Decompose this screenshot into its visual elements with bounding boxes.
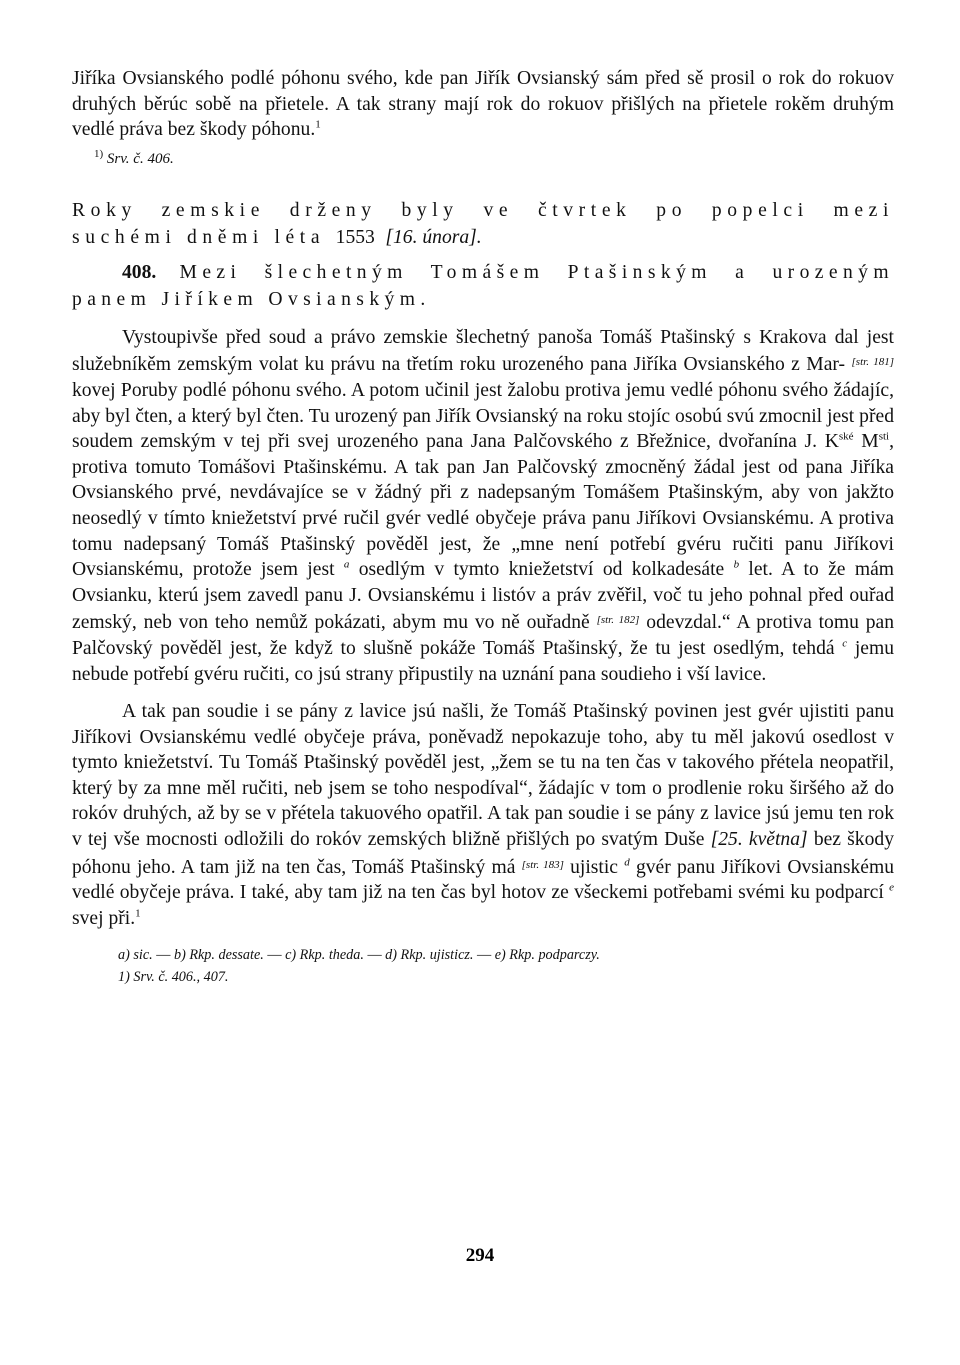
session-year: 1553 — [335, 226, 375, 248]
paragraph-1 — [72, 325, 894, 687]
paragraph-1-part6: odevzdal.“ A protiva tomu pan Palčovský pověděl jest, že když to slušně pokáže Tomáš Ptašinský, že tu jest osedlým, tehdá — [72, 612, 894, 659]
top-footnote — [94, 149, 894, 169]
session-date-note: [16. února]. — [385, 226, 482, 248]
paragraph-1-part2: kovej Poruby podlé póhonu svého. A potom učinil jest žalobu protiva jemu vedlé póhonu svého žádajíc, aby byl čten, a který byl čten. Tu urozený pan Jiřík Ovsianský na roku stojíc osobú svú zmocnil jest před soudem zemským v tej při svej urozeného pana Jana Palčovského z Břežnice, dvořanína J. K — [72, 379, 894, 453]
paragraph-2-part3: ujistic — [563, 856, 619, 878]
note-marker-c: c — [842, 637, 848, 650]
note-marker-a: a — [343, 558, 350, 571]
paragraph-1-part1: Vystoupivše před soud a právo zemskie šlechetný panoša Tomáš Ptašinský s Krakova dal jest služebníkěm zemským volat ku právu na třetím roku urozeného pana Jiříka Ovsianského z Mar- — [72, 326, 894, 376]
top-paragraph-text: Jiříka Ovsianského podlé póhonu svého, kde pan Jiřík Ovsianský sám před sě prosil o rok do rokuov druhých běrúc sobě na přietele. A tak strany mají rok do rokuov přišlých na přietele rokěm druhým vedlé práva bez škody póhonu. — [72, 68, 894, 141]
entry-number: 408. — [122, 261, 157, 283]
abbrev-superscript: ské — [838, 430, 854, 443]
footnote-c: c) Rkp. theda. — [285, 947, 364, 964]
footnote-1: 1) Srv. č. 406., 407. — [118, 969, 229, 986]
paragraph-2 — [72, 699, 894, 931]
paragraph-1-part5: let. A to že mám Ovsianku, kterú jsem zavedl panu J. Ovsianskému i listóv a práv zvěřil, voč tu jeho pohnal před ouřad zemský, neb von teho nemůž pokázati, abym mu vo ně ouřadně — [72, 559, 895, 634]
entry-title-text: Mezi šlechetným Tomášem Ptašinským a urozeným panem Jiříkem Ovsianským. — [72, 261, 894, 310]
footnote-line — [118, 967, 894, 987]
paragraph-2-part4: gvér panu Jiříkovi Ovsianskému vedlé obyčeje práva. I také, aby tam již na ten čas byl hotov ze všeckemi potřebami svémi ku podparcí — [72, 856, 894, 904]
top-footnote-text: Srv. č. 406. — [106, 150, 174, 167]
paragraph-1-part3: , protiva tomuto Tomášovi Ptašinskému. A tak pan Jan Palčovský zmocněný žádal jest od pana Jiříka Ovsianského prvé, nevdávajíce se v žádný při z nadepsaným Tomášem Ptašinským, aby von jakžto neosedlý v tímto kniežetství prvé ručil gvér vedlé obyčeje práva panu Jiříkovi Ovsianskému. A protiva tomu nadepsaný Tomáš Ptašinský pověděl jest, že „mne není potřebí gvéru ručiti panu Jiříkovi Ovsianskému, protože jsem jest — [72, 431, 894, 581]
top-footnote-marker: 1) — [94, 147, 104, 160]
footnote-e: e) Rkp. podparczy. — [494, 947, 600, 964]
paragraph-1-part7: jemu nebude potřebí gvéru ručiti, co jsú strany připustily na uznání pana soudieho i vší lavice. — [72, 637, 894, 685]
date-note: [25. května] — [710, 829, 808, 851]
abbrev-superscript: sti — [878, 430, 890, 443]
top-paragraph — [72, 66, 894, 143]
session-heading-text: Roky zemskie drženy byly ve čtvrtek po popelci mezi suchémi dněmi léta — [72, 199, 894, 248]
page-reference: [str. 181] — [851, 356, 895, 369]
paragraph-2-part2: bez škody póhonu jeho. A tam již na ten čas, Tomáš Ptašinský má — [72, 829, 894, 878]
page-reference: [str. 182] — [596, 614, 640, 627]
paragraph-2-part5: svej při. — [72, 907, 136, 929]
footnote-d: d) Rkp. ujisticz. — [385, 947, 474, 964]
session-heading — [72, 197, 894, 251]
paragraph-1-part4: osedlým v tymto kniežetství od kolkadesáte — [349, 559, 725, 581]
note-marker-b: b — [733, 558, 740, 571]
footnote-line: a) sic. — b) Rkp. dessate. — c) Rkp. theda. — d) Rkp. ujisticz. — e) Rkp. podparczy. — [118, 947, 600, 964]
entry-title — [72, 259, 894, 313]
document-page — [72, 66, 894, 987]
page-number: 294 — [465, 1245, 495, 1266]
paragraph-2-part1: A tak pan soudie i se pány z lavice jsú našli, že Tomáš Ptašinský povinen jest gvér ujistiti panu Jiříkovi Ovsianskému vedlé obyčeje práva, poněvadž nepokazuje toho, aby tu měl jakovú osedlost v tymto kniežetství. Tu Tomáš Ptašinský pověděl jest, „žem se tu na ten čas v takového přétela neopatřil, který by za mne měl ručiti, neb jsem se toho nespodíval“, žádajíc v tom o prodlenie roku širšého až do rokóv druhých, až by se v přétela takuového opatřil. A tak pan soudie i se pány z lavice jsú jemu ten rok v tej vše mocnosti odložili do rokóv zemských bližně přišlých po svatým Duše — [72, 701, 894, 851]
footnote-a: a) sic. — [118, 947, 153, 964]
note-marker-d: d — [624, 856, 630, 869]
footnotes — [72, 945, 894, 987]
footnote-marker: 1 — [135, 907, 141, 920]
page-reference: [str. 183] — [521, 858, 564, 871]
footnote-marker: 1 — [315, 118, 321, 131]
note-marker-e: e — [889, 881, 894, 894]
paragraph-1-mid: M — [853, 431, 879, 453]
footnote-b: b) Rkp. dessate. — [173, 947, 264, 964]
